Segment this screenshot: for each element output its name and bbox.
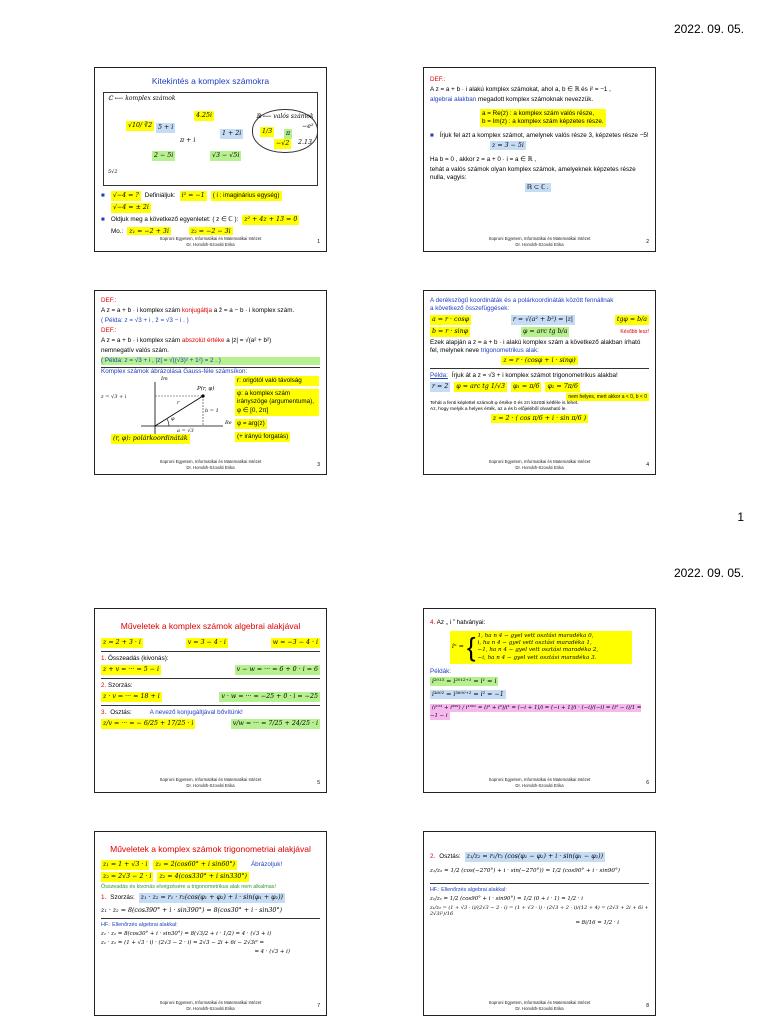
formula: = 4 · (√3 + i) [254,948,290,955]
slide-8: 2. Osztás: z₁/z₂ = r₁/r₂ (cos(φ₁ − φ₂) + i · sin(φ₁ − φ₂)) z₁/z₂ = 1/2 (cos(−270°) + i · sin(−270°)) = 1/2 (cos90° + i · sin90°) HF.: Ellenőrzés algebrai alakkal: z₁/z₂ = 1/2 (cos90° + i · sin90°) = 1/2 (0 + i · 1) = 1/2 · i z₁/z₂ = (1 + √3 · i)/(2√3 − 2 · i) = (1 + √3 · i) · (2√3 + 2 · i)/(12 + 4) = (2√3 + 2i + 6i + 2√3i²)/16 = 8i/16 = 1/2 · i Soproni Egyetem, Informatikai és Matematikai Intézet Dr. Horváth-Szováti Erika 8 [423,831,656,1016]
formula: z₁/z₂ = r₁/r₂ (cos(φ₁ − φ₂) + i · sin(φ₁ − φ₂)) [465,852,605,862]
def-label: DEF.: [101,327,117,335]
formula: i² = −1 [180,191,207,201]
bullet-icon: ■ [101,191,105,199]
section-heading: Komplex számok ábrázolása Gauss-féle számsíkon: [101,367,320,376]
slide-number: 1 [317,238,320,245]
slide-1 [94,67,327,252]
example: ( Példa: z = √3 + i , z̄ = √3 − i . ) [101,317,189,325]
legend-item: φ: a komplex szám irányszöge (argumentuma), φ ∈ [0, 2π] [235,389,319,415]
real-set-label: ℝ ⟵ valós számok [256,112,314,120]
slide-number: 4 [646,461,649,468]
formula: = 8i/16 = 1/2 · i [575,919,619,926]
set-item: 1 + 2i [220,129,243,139]
term: algebrai alakban [430,96,477,104]
set-item: 1/3 [260,127,274,137]
case-row: −i, ha n 4 − gyel vett osztási maradéka 3. [477,654,597,661]
def-label: DEF.: [430,76,446,83]
slide-footer: Soproni Egyetem, Informatikai és Matematikai Intézet Dr. Horváth-Szováti Erika [488,1000,591,1011]
note: Összeadás és kivonás elvégzésére a trigonometrikus alak nem alkalmas! [101,883,276,890]
example-label: Példák: [430,667,452,675]
slide-footer: Soproni Egyetem, Informatikai és Matematikai Intézet Dr. Horváth-Szováti Erika [488,236,591,247]
section-heading: Osztás: [110,709,132,717]
def-label: DEF.: [101,297,117,304]
text: Oldjuk meg a következő egyenletet: ( z ∈ ℂ ): [110,215,239,223]
hint: A nevező konjugáltjával bővítünk! [149,709,243,717]
text: megadott komplex számoknak nevezzük. [476,96,594,104]
axis-label: Re [225,420,232,427]
formula: i²⁰¹³ = i²⁰¹²⁺¹ = i¹ = i [432,677,497,685]
slide-number: 8 [646,1002,649,1009]
slide-title: Műveletek a komplex számok algebrai alakjával [120,621,301,631]
complex-set-label: ℂ ⟵ komplex számok [108,94,176,102]
polar-label: (r, φ): polárkoordináták [111,434,190,444]
heading: A derékszögű koordináták és a polárkoordináták között fennállnak [430,297,614,304]
formula: z₁ · z₂ = 8(cos390° + i · sin390°) = 8(cos30° + i · sin30°) [101,906,283,914]
formula: a = r · cosφ [430,315,471,325]
formula: φ = arc tg b/a [521,327,569,337]
hint: Ábrázoljuk! [250,860,283,868]
set-item: −√2 [274,139,291,149]
formula: z₁/z₂ = (1 + √3 · i)/(2√3 − 2 · i) = (1 + √3 · i) · (2√3 + 2 · i)/(12 + 4) = (2√3 + 2i + 6i + 2√3i²)/16 [430,905,649,918]
axis-label: Im [161,376,168,383]
set-item: 5 + i [156,123,175,133]
slide-number: 7 [317,1002,320,1009]
point-label: z = √3 + i [101,394,127,401]
formula: z · v = ··· = 18 + i [101,692,162,702]
axis-label: b = 1 [205,408,219,415]
slide-footer: Soproni Egyetem, Informatikai és Matematikai Intézet Dr. Horváth-Szováti Erika [159,459,262,470]
formula: v = 3 − 4 · i [186,638,228,648]
slide-number: 6 [646,779,649,786]
formula: ℝ ⊂ ℂ . [527,184,549,192]
formula: z₂ = −2 − 3i [189,227,233,235]
case-row: 1, ha n 4 − gyel vett osztási maradéka 0, [477,633,594,640]
slide-number: 2 [646,238,649,245]
slide-6: 4. Az „ i ” hatványai: iⁿ = { 1, ha n 4 − gyel vett osztási maradéka 0, i, ha n 4 − gyel vett osztási maradéka 1, −1, ha n 4 − gyel vett osztási maradéka 2, −i, ha n 4 − gyel vett osztási maradéka 3. Példák: i²⁰¹³ = i²⁰¹²⁺¹ = i¹ = i i³⁶⁰² = i³⁶⁰⁰⁺² = i² = −1 (i¹²³ + i⁹⁹⁹) / i¹⁰⁰¹ = (i³ + i³)/i¹ = (−i + 1)/i = (−i + 1)/i · (−i)/(−i) = (i² − i)/1 = −1 − i Soproni Egyetem, Informatikai és Matematikai Intézet Dr. Horváth-Szováti Erika 6 [423,608,656,793]
legend [235,376,319,441]
text: tehát a valós számok olyan komplex számok, amelyeknek képzetes része nulla, vagyis: [430,166,636,182]
formula: √−4 = ± 2i [111,203,151,213]
set-item: 5√2 [108,168,118,175]
section-heading: Összeadás (kivonás): [106,654,169,662]
slide-number: 5 [317,779,320,786]
note: Az, hogy melyik a helyes érték, az a és b előjeléből olvasható le. [430,406,567,412]
formula: z + v = ··· = 5 − i [101,665,161,675]
bullet-icon: ■ [430,132,434,140]
formula: z₁/z₂ = 1/2 (cos90° + i · sin90°) = 1/2 (0 + i · 1) = 1/2 · i [430,896,583,903]
slide-title: Kitekintés a komplex számokra [151,76,270,86]
formula: (i¹²³ + i⁹⁹⁹) / i¹⁰⁰¹ = (i³ + i³)/i¹ = (−i + 1)/i = (−i + 1)/i · (−i)/(−i) = (i² − i)/1 = −1 − i [430,704,642,719]
term: konjugáltja [181,307,212,315]
formula: z₁/z₂ = 1/2 (cos(−270°) + i · sin(−270°)) = 1/2 (cos90° + i · sin90°) [430,868,620,875]
set-item: √3 − √5i [210,151,241,161]
formula: v − w = ··· = 6 + 0 · i = 6 [235,665,320,675]
text: Írjuk át a z = √3 + i komplex számot trigonometrikus alakba! [451,372,618,380]
example: ( Példa: z = √3 + i , |z| = √((√3)² + 1²) = 2 . ) [101,357,320,365]
example-label: Példa: [430,372,448,380]
slide-4: A derékszögű koordináták és a polárkoordináták között fennállnak a következő összefüggések: a = r · cosφ r = √(a² + b²) = |z| tgφ = b/a b = r · sinφ φ = arc tg b/a Később lesz! Ezek alapján a z = a + b · i alakú komplex szám a következő alakban írható fel, melynek neve trigonometrikus alak: z = r · (cosφ + i · sinφ) Példa: Írjuk át a z = √3 + i komplex számot trigonometrikus alakba! r = 2 φ = arc tg 1/√3 φ₁ = π/6 φ₂ = 7π/6 nem helyes, mert akkor a < 0, b < 0 Tehát a fenti képlettel számolt φ értéke 0 és 2π közötti kétféle is lehet. Az, hogy melyik a helyes érték, az a és b előjeléből olvasható le. z = 2 · ( cos π/6 + i · sin π/6 ) Soproni Egyetem, Informatikai és Matematikai Intézet Dr. Horváth-Szováti Erika 4 [423,290,656,475]
gauss-plane [101,376,320,446]
page-number: 1 [737,510,744,524]
formula: √−4 = ? [111,191,141,201]
formula: b = r · sinφ [430,327,470,337]
formula: φ₁ = π/6 [511,382,541,392]
formula: r = 2 [430,382,450,392]
formula: z₁ = −2 + 3i [127,227,171,235]
bullet-icon: ■ [101,215,105,223]
formula: φ = arc tg 1/√3 [454,382,507,392]
text: Definiáljuk: [144,191,176,199]
set-item: √10/ ∛2 [126,121,154,131]
note: nem helyes, mert akkor a < 0, b < 0 [568,394,647,401]
formula: w = −3 − 4 · i [271,638,320,648]
legend-item: r: origótól való távolság [235,376,319,386]
section-heading: Az „ i ” hatványai: [435,619,486,626]
formula: φ₂ = 7π/6 [545,382,580,392]
page-date: 2022. 09. 05. [673,566,744,580]
legend-item: (+ irányú forgatás) [235,432,290,442]
formula: z₁ · z₂ = r₁ · r₂(cos(φ₁ + φ₂) + i · sin(φ₁ + φ₂)) [139,893,285,903]
formula: z₂ = 4(cos330° + i sin330°) [157,872,249,882]
case-row: i, ha n 4 − gyel vett osztási maradéka 1, [477,640,592,647]
section-heading: Osztás: [439,853,461,860]
formula: b = Im(z) : a komplex szám képzetes része. [482,118,604,126]
section-heading: Szorzás: [106,682,133,690]
text: Írjuk fel azt a komplex számot, amelynek valós része 3, képzetes része −5! [439,132,649,140]
set-item: 2 − 5i [152,151,175,161]
heading: a következő összefüggések: [430,305,510,313]
text: A z = a + b · i alakú komplex számokat, ahol a, b ∈ ℝ és i² = −1 , [430,86,611,94]
text: Ha b = 0 , akkor z = a + 0 · i = a ∈ ℝ , [430,156,537,164]
case-row: −1, ha n 4 − gyel vett osztási maradéka 2, [477,647,599,654]
term: abszolút értéke [181,337,225,345]
slide-3: DEF.: A z = a + b · i komplex szám konjugáltja a z̄ = a − b · i komplex szám. ( Példa: z = √3 + i , z̄ = √3 − i . ) DEF.: A z = a + b · i komplex szám abszolút értéke a |z| = √(a² + b²) nemnegatív valós szám. ( Példa: z = √3 + i , |z| = √((√3)² + 1²) = 2 . ) Komplex számok ábrázolása Gauss-féle számsíkon: Im Re P(r, φ) z = √3 + i b = 1 a = √3 r φ r: origótól való távolság φ: a komplex szám irányszöge (argumentuma), φ ∈ [0, 2π] φ = arg(z) (+ irányú forgatás) (r, φ): polárkoordináták Soproni Egyetem, Informatikai és Matematikai Intézet Dr. Horváth-Szováti Erika 3 [94,290,327,475]
slide-footer: Soproni Egyetem, Informatikai és Matematikai Intézet Dr. Horváth-Szováti Erika [159,236,262,247]
slide-7: Műveletek a komplex számok trigonometriai alakjával z₁ = 1 + √3 · i z₁ = 2(cos60° + i sin60°) Ábrázoljuk! z₂ = 2√3 − 2 · i z₂ = 4(cos330° + i sin330°) Összeadás és kivonás elvégzésére a trigonometrikus alak nem alkalmas! 1. Szorzás: z₁ · z₂ = r₁ · r₂(cos(φ₁ + φ₂) + i · sin(φ₁ + φ₂)) z₁ · z₂ = 8(cos390° + i · sin390°) = 8(cos30° + i · sin30°) HF.: Ellenőrzés algebrai alakkal: z₁ · z₂ = 8(cos30° + i · sin30°) = 8(√3/2 + i · 1/2) = 4 · (√3 + i) z₁ · z₂ = (1 + √3 · i) · (2√3 − 2 · i) = 2√3 − 2i + 6i − 2√3i² = = 4 · (√3 + i) Soproni Egyetem, Informatikai és Matematikai Intézet Dr. Horváth-Szováti Erika 7 [94,831,327,1016]
set-item: 2.13 [298,138,313,146]
formula: v/w = ··· = 7/25 + 24/25 · i [231,719,320,729]
formula: z₁ · z₂ = (1 + √3 · i) · (2√3 − 2 · i) = 2√3 − 2i + 6i − 2√3i² = [101,939,265,946]
section-heading: Szorzás: [110,893,135,901]
formula: z = r · (cosφ + i · sinφ) [503,357,576,365]
set-item: π [284,129,292,139]
formula: z₂ = 2√3 − 2 · i [101,872,153,882]
slide-footer: Soproni Egyetem, Informatikai és Matematikai Intézet Dr. Horváth-Szováti Erika [488,777,591,788]
formula: z₁ = 1 + √3 · i [101,860,149,870]
point-label: P(r, φ) [197,386,215,393]
slide-2 [423,67,656,252]
formula: i³⁶⁰² = i³⁶⁰⁰⁺² = i² = −1 [432,690,504,698]
note: Később lesz! [620,328,649,335]
formula: a = Re(z) : a komplex szám valós része, [482,110,595,118]
slide-footer: Soproni Egyetem, Informatikai és Matematikai Intézet Dr. Horváth-Szováti Erika [159,1000,262,1011]
formula: z² + 4z + 13 = 0 [242,215,299,225]
slide-title: Műveletek a komplex számok trigonometriai alakjával [110,844,311,854]
set-item: π + i [180,136,196,144]
power-cases: iⁿ = { 1, ha n 4 − gyel vett osztási maradéka 0, i, ha n 4 − gyel vett osztási maradéka 1, −1, ha n 4 − gyel vett osztási maradéka 2, −i, ha n 4 − gyel vett osztási maradéka 3. [450,631,632,664]
formula: z₁ = 2(cos60° + i sin60°) [153,860,237,870]
axis-label: a = √3 [177,428,194,435]
slide-5: Műveletek a komplex számok algebrai alakjával z = 2 + 3 · i v = 3 − 4 · i w = −3 − 4 · i 1. Összeadás (kivonás): z + v = ··· = 5 − i v − w = ··· = 6 + 0 · i = 6 2. Szorzás: z · v = ··· = 18 + i v · w = ··· = −25 + 0 · i = −25 3. Osztás: A nevező konjugáltjával bővítünk! z/v = ··· = − 6/25 + 17/25 · i v/w = ··· = 7/25 + 24/25 · i Soproni Egyetem, Informatikai és Matematikai Intézet Dr. Horváth-Szováti Erika 5 [94,608,327,793]
axis-label: φ [171,416,175,423]
note: Tehát a fenti képlettel számolt φ értéke 0 és 2π közötti kétféle is lehet. [430,400,579,406]
set-diagram [103,92,318,186]
formula: v · w = ··· = −25 + 0 · i = −25 [219,692,320,702]
formula-box [480,109,606,127]
hint: HF.: Ellenőrzés algebrai alakkal: [101,921,178,928]
term: trigonometrikus alak: [480,347,539,355]
set-item: −e² [302,122,314,130]
formula: tgφ = b/a [615,315,649,325]
formula: z = 2 + 3 · i [101,638,143,648]
slide-footer: Soproni Egyetem, Informatikai és Matematikai Intézet Dr. Horváth-Szováti Erika [159,777,262,788]
text: nemnegatív valós szám. [101,347,169,355]
page-date: 2022. 09. 05. [673,22,744,36]
axis-label: r [177,400,180,407]
formula: z = 2 · ( cos π/6 + i · sin π/6 ) [492,415,587,423]
hint: HF.: Ellenőrzés algebrai alakkal: [430,887,507,894]
slide-footer: Soproni Egyetem, Informatikai és Matematikai Intézet Dr. Horváth-Szováti Erika [488,459,591,470]
set-item: 4.25i [194,111,214,121]
text: ( i : imaginárius egység) [211,191,282,201]
text: Mo.: [111,228,124,235]
slide-number: 3 [317,461,320,468]
formula: z₁ · z₂ = 8(cos30° + i · sin30°) = 8(√3/2 + i · 1/2) = 4 · (√3 + i) [101,930,272,937]
formula: z = 3 − 5i [492,142,524,150]
formula: r = √(a² + b²) = |z| [511,315,575,325]
legend-item: φ = arg(z) [235,419,267,429]
formula: z/v = ··· = − 6/25 + 17/25 · i [101,719,195,729]
formula: iⁿ = [452,643,464,651]
